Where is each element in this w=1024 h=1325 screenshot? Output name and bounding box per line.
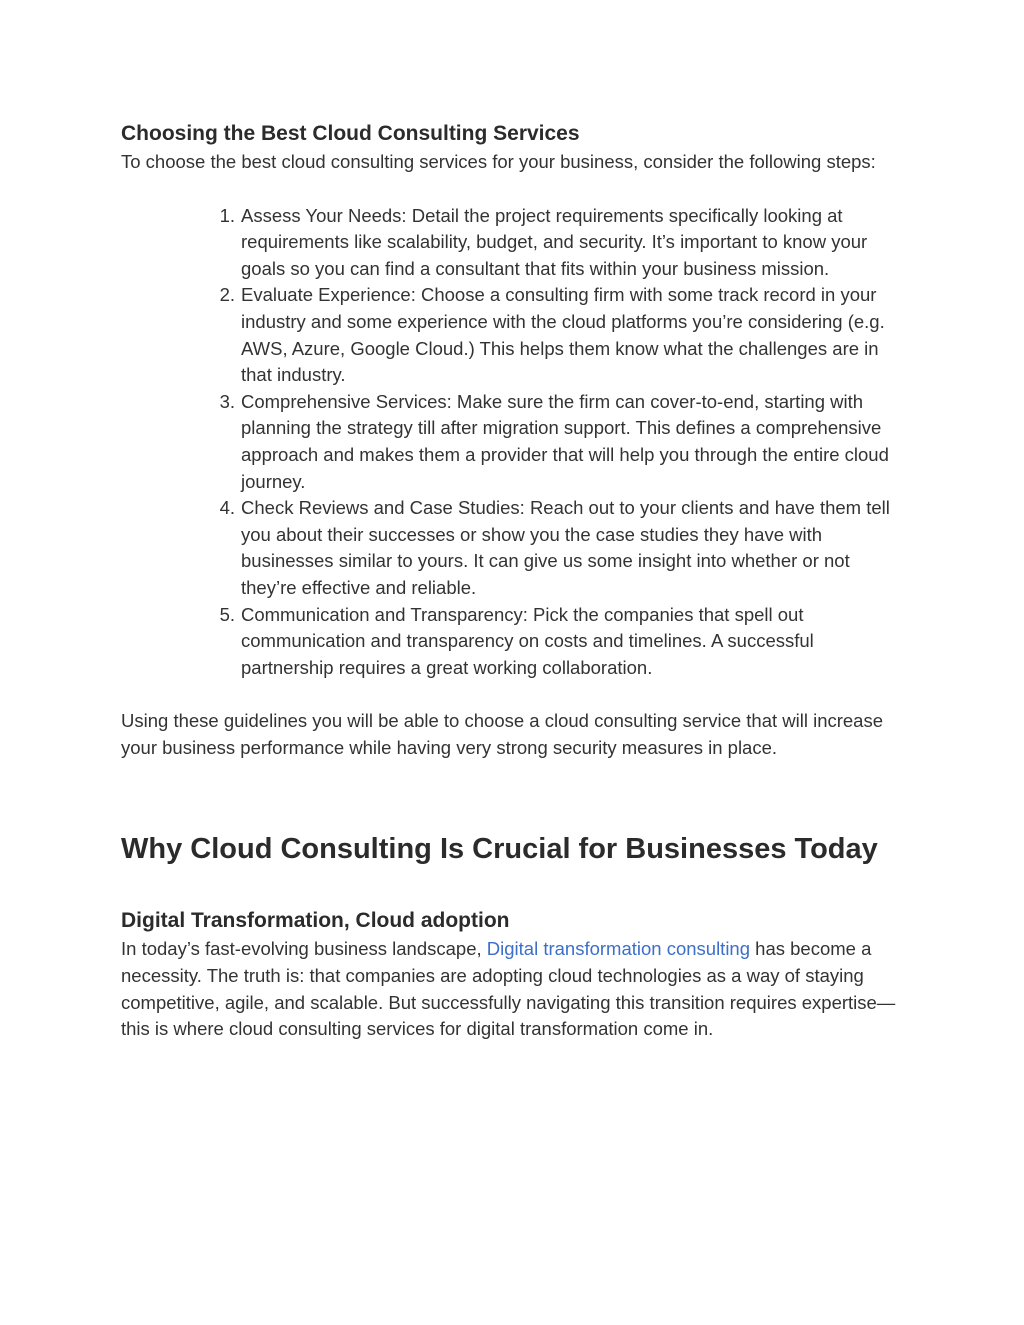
paragraph-text-before-link: In today’s fast-evolving business landscape, (121, 938, 487, 960)
list-item (219, 602, 906, 682)
digital-transformation-link[interactable]: Digital transformation consulting (486, 938, 751, 960)
conclusion-paragraph: Using these guidelines you will be able to choose a cloud consulting service that will increase your business performance while having very strong security measures in place. (121, 710, 884, 758)
digital-transformation-paragraph (121, 936, 906, 1042)
list-item-text: Comprehensive Services: Make sure the firm can cover-to-end, starting with planning the strategy till after migration support. This defines a comprehensive approach and makes them a provider that will help you through the entire cloud journey. (241, 390, 889, 492)
section-heading-why: Why Cloud Consulting Is Crucial for Businesses Today (121, 833, 878, 866)
list-item-text: Evaluate Experience: Choose a consulting firm with some track record in your industry and some experience with the cloud platforms you’re considering (e.g. AWS, Azure, Google Cloud.) This helps them know what the challenges are in that industry. (241, 284, 885, 386)
list-item (219, 389, 906, 495)
document-page (121, 118, 906, 1043)
list-item-text: Communication and Transparency: Pick the companies that spell out communication and transparency on costs and timelines. A successful partnership requires a great working collaboration. (241, 603, 814, 678)
subheading-digital-transformation: Digital Transformation, Cloud adoption (121, 909, 510, 933)
intro-paragraph: To choose the best cloud consulting services for your business, consider the following steps: (121, 151, 876, 172)
list-item (219, 495, 906, 601)
steps-list (121, 203, 906, 682)
list-item-text: Check Reviews and Case Studies: Reach out to your clients and have them tell you about their successes or show you the case studies they have with businesses similar to yours. It can give us some insight into whether or not they’re effective and reliable. (241, 497, 890, 598)
list-item-number: 4. (219, 497, 235, 519)
paragraph-text-after-link: has become a necessity. The truth is: that companies are adopting cloud technologies as a way of staying competitive, agile, and scalable. But successfully navigating this transition requires expertise—this is where cloud consulting services for digital transformation come in. (121, 938, 896, 1040)
list-item (219, 203, 906, 283)
list-item-number: 5. (219, 603, 235, 625)
list-item-text: Assess Your Needs: Detail the project requirements specifically looking at requirements like scalability, budget, and security. It’s important to know your goals so you can find a consultant that fits within your business mission. (241, 204, 868, 279)
list-item-number: 1. (219, 204, 235, 226)
section-heading-choosing: Choosing the Best Cloud Consulting Services (121, 122, 580, 145)
list-item-number: 2. (219, 284, 235, 306)
spacer (121, 681, 906, 708)
list-item-number: 3. (219, 390, 235, 412)
list-item (219, 282, 906, 388)
